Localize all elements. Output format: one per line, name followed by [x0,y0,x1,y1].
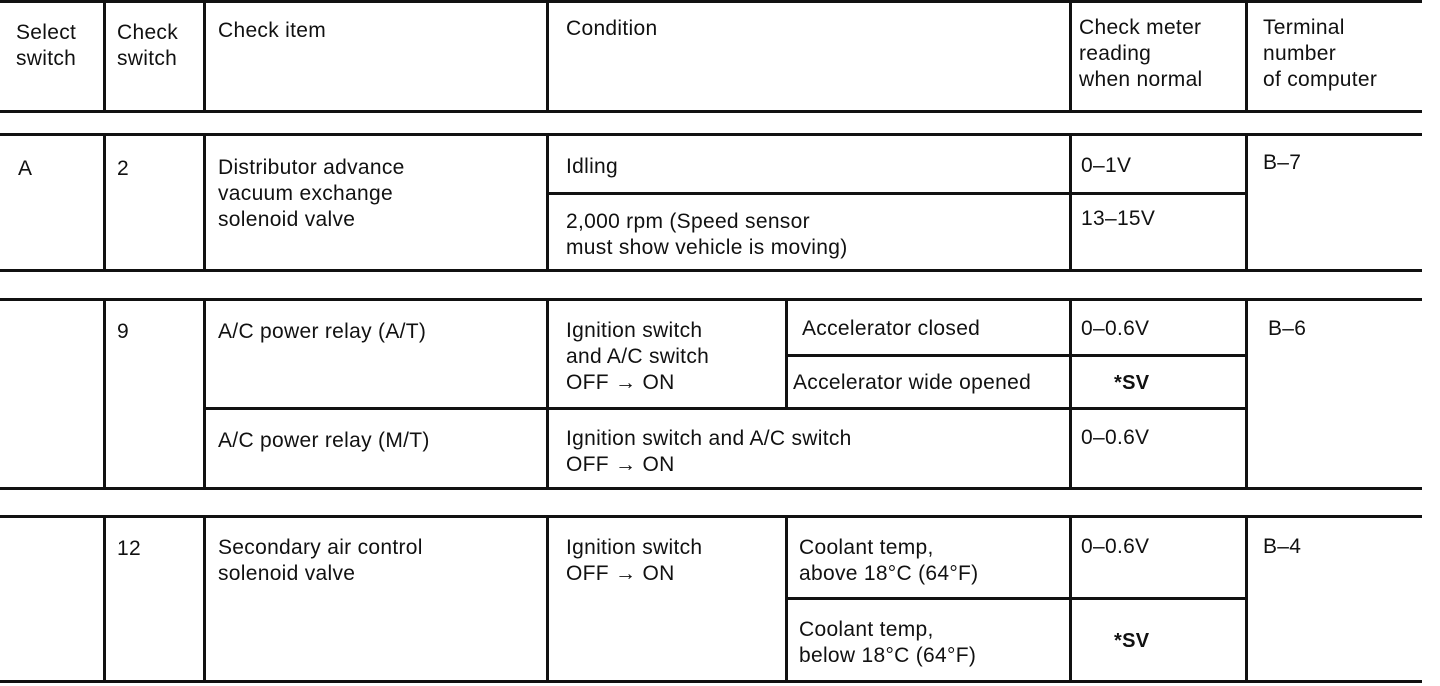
check-switch-value: 9 [117,320,129,343]
sub-condition-text: Coolant temp, above 18°C (64°F) [799,536,979,585]
col-rule [103,0,106,112]
condition-text: Ignition switch and A/C switch OFF → ON [566,319,710,394]
col-rule [1245,133,1248,272]
check-item-text: Secondary air control solenoid valve [218,536,423,585]
col-rule [546,0,549,112]
col-rule [546,515,549,683]
rule-12-sub [787,597,1248,600]
col-rule [1245,298,1248,490]
meter-reading-value: 0–0.6V [1081,426,1150,449]
header-meter-reading: Check meter reading when normal [1079,16,1203,91]
check-item-text: A/C power relay (A/T) [218,320,427,343]
rule-9-sub [787,354,1248,357]
col-rule [546,298,549,490]
rule-a-mid [548,192,1248,195]
rule-header-bottom [0,110,1422,113]
condition-text: 2,000 rpm (Speed sensor must show vehicle is moving) [566,210,848,259]
meter-reading-value: 0–1V [1081,154,1132,177]
check-item-text: A/C power relay (M/T) [218,429,430,452]
check-switch-value: 2 [117,157,129,180]
col-rule [103,298,106,490]
col-rule [203,133,206,272]
col-rule [1245,0,1248,112]
meter-reading-value: *SV [1114,372,1150,394]
header-check-item: Check item [218,19,327,42]
terminal-value: B–4 [1263,535,1302,558]
col-rule [203,298,206,490]
terminal-value: B–6 [1268,317,1307,340]
rule-group-a-bottom [0,269,1422,272]
condition-text: Ignition switch OFF → ON [566,536,703,585]
terminal-value: B–7 [1263,151,1302,174]
col-rule [103,133,106,272]
rule-group-9-top [0,298,1422,301]
rule-9-mid [205,407,1248,410]
header-terminal: Terminal number of computer [1263,16,1378,91]
sub-condition-text: Coolant temp, below 18°C (64°F) [799,618,977,667]
rule-top [0,0,1422,3]
col-rule [1245,515,1248,683]
rule-bottom [0,680,1422,683]
sub-condition-text: Accelerator wide opened [793,371,1032,394]
col-rule [1069,133,1072,272]
header-select-switch: Select switch [16,21,77,70]
condition-text: Ignition switch and A/C switch OFF → ON [566,427,852,476]
meter-reading-value: 13–15V [1081,207,1156,230]
header-condition: Condition [566,17,658,40]
rule-group-9-bottom [0,487,1422,490]
col-rule [1069,0,1072,112]
col-rule [785,298,788,410]
rule-group-a-top [0,133,1422,136]
select-switch-value: A [18,157,33,180]
col-rule [203,0,206,112]
sub-condition-text: Accelerator closed [802,317,981,340]
check-item-text: Distributor advance vacuum exchange solenoid valve [218,156,405,231]
col-rule [785,515,788,683]
condition-text: Idling [566,155,619,178]
check-switch-value: 12 [117,537,141,560]
col-rule [546,133,549,272]
col-rule [1069,515,1072,683]
meter-reading-value: *SV [1114,630,1150,652]
meter-reading-value: 0–0.6V [1081,535,1150,558]
rule-group-12-top [0,515,1422,518]
header-check-switch: Check switch [117,21,179,70]
col-rule [103,515,106,683]
col-rule [203,515,206,683]
meter-reading-value: 0–0.6V [1081,317,1150,340]
col-rule [1069,298,1072,490]
